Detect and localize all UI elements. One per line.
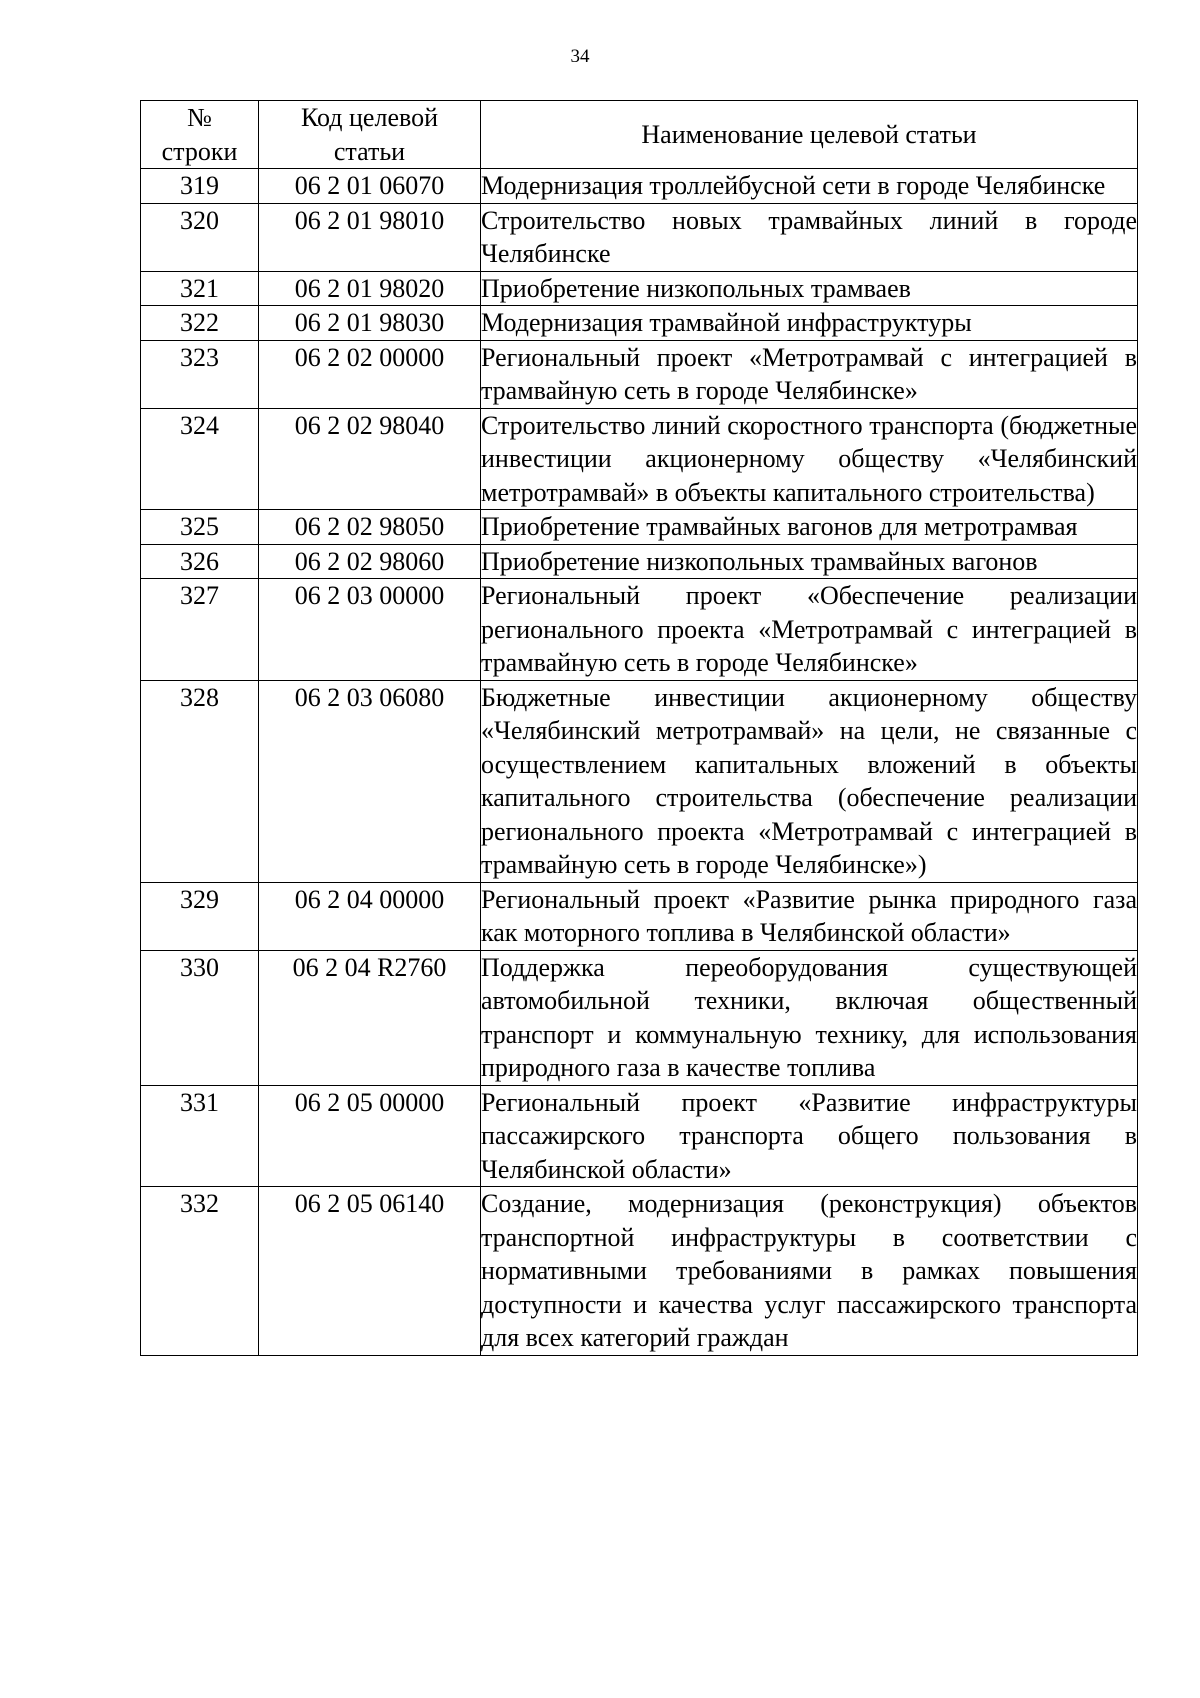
row-number: 329 bbox=[141, 882, 259, 950]
target-name: Приобретение низкопольных трамвайных вагонов bbox=[481, 544, 1138, 579]
table-row bbox=[141, 882, 1138, 950]
target-code: 06 2 04 00000 bbox=[259, 882, 481, 950]
row-number: 319 bbox=[141, 169, 259, 204]
target-code: 06 2 01 98030 bbox=[259, 306, 481, 341]
target-name: Региональный проект «Развитие рынка природного газа как моторного топлива в Челябинской области» bbox=[481, 882, 1138, 950]
target-code: 06 2 04 R2760 bbox=[259, 950, 481, 1085]
table-row bbox=[141, 1085, 1138, 1187]
header-row-number bbox=[141, 101, 259, 169]
table-row bbox=[141, 203, 1138, 271]
target-name: Региональный проект «Развитие инфраструктуры пассажирского транспорта общего пользования в Челябинской области» bbox=[481, 1085, 1138, 1187]
target-code: 06 2 05 06140 bbox=[259, 1187, 481, 1356]
target-name: Региональный проект «Обеспечение реализации регионального проекта «Метротрамвай с интеграцией в трамвайную сеть в городе Челябинске» bbox=[481, 579, 1138, 681]
target-code: 06 2 01 98010 bbox=[259, 203, 481, 271]
table-row bbox=[141, 306, 1138, 341]
row-number: 320 bbox=[141, 203, 259, 271]
target-code: 06 2 03 06080 bbox=[259, 680, 481, 882]
table-row bbox=[141, 544, 1138, 579]
target-code: 06 2 03 00000 bbox=[259, 579, 481, 681]
header-target-code bbox=[259, 101, 481, 169]
row-number: 332 bbox=[141, 1187, 259, 1356]
row-number: 322 bbox=[141, 306, 259, 341]
row-number: 331 bbox=[141, 1085, 259, 1187]
target-code: 06 2 05 00000 bbox=[259, 1085, 481, 1187]
row-number: 323 bbox=[141, 340, 259, 408]
table-row bbox=[141, 169, 1138, 204]
row-number: 324 bbox=[141, 408, 259, 510]
target-name: Региональный проект «Метротрамвай с интеграцией в трамвайную сеть в городе Челябинске» bbox=[481, 340, 1138, 408]
table-row bbox=[141, 950, 1138, 1085]
target-name: Строительство новых трамвайных линий в городе Челябинске bbox=[481, 203, 1138, 271]
table-row bbox=[141, 340, 1138, 408]
target-code: 06 2 01 06070 bbox=[259, 169, 481, 204]
target-name: Создание, модернизация (реконструкция) объектов транспортной инфраструктуры в соответствии с нормативными требованиями в рамках повышения доступности и качества услуг пассажирского транспорта для всех категорий граждан bbox=[481, 1187, 1138, 1356]
header-row-number-line2: строки bbox=[161, 136, 238, 166]
target-name: Приобретение низкопольных трамваев bbox=[481, 271, 1138, 306]
table-row bbox=[141, 1187, 1138, 1356]
target-name: Приобретение трамвайных вагонов для метротрамвая bbox=[481, 510, 1138, 545]
header-target-code-line2: статьи bbox=[333, 136, 406, 166]
target-name: Строительство линий скоростного транспорта (бюджетные инвестиции акционерному обществу «Челябинский метротрамвай» в объекты капитального строительства) bbox=[481, 408, 1138, 510]
target-items-table bbox=[140, 100, 1138, 1356]
table-row bbox=[141, 271, 1138, 306]
row-number: 325 bbox=[141, 510, 259, 545]
target-code: 06 2 02 98060 bbox=[259, 544, 481, 579]
target-name: Бюджетные инвестиции акционерному обществу «Челябинский метротрамвай» на цели, не связанные с осуществлением капитальных вложений в объекты капитального строительства (обеспечение реализации регионального проекта «Метротрамвай с интеграцией в трамвайную сеть в городе Челябинске») bbox=[481, 680, 1138, 882]
target-name: Модернизация троллейбусной сети в городе Челябинске bbox=[481, 169, 1138, 204]
header-target-code-line1: Код целевой bbox=[300, 103, 438, 132]
target-code: 06 2 02 98040 bbox=[259, 408, 481, 510]
row-number: 326 bbox=[141, 544, 259, 579]
table-row bbox=[141, 680, 1138, 882]
target-code: 06 2 01 98020 bbox=[259, 271, 481, 306]
target-name: Модернизация трамвайной инфраструктуры bbox=[481, 306, 1138, 341]
row-number: 321 bbox=[141, 271, 259, 306]
target-code: 06 2 02 00000 bbox=[259, 340, 481, 408]
header-target-name: Наименование целевой статьи bbox=[481, 101, 1138, 169]
table-row bbox=[141, 510, 1138, 545]
table-row bbox=[141, 408, 1138, 510]
page-number: 34 bbox=[570, 46, 590, 67]
row-number: 327 bbox=[141, 579, 259, 681]
row-number: 328 bbox=[141, 680, 259, 882]
row-number: 330 bbox=[141, 950, 259, 1085]
table-row bbox=[141, 579, 1138, 681]
header-row-number-line1: № bbox=[187, 103, 212, 132]
target-code: 06 2 02 98050 bbox=[259, 510, 481, 545]
table-header-row bbox=[141, 101, 1138, 169]
target-name: Поддержка переоборудования существующей автомобильной техники, включая общественный транспорт и коммунальную технику, для использования природного газа в качестве топлива bbox=[481, 950, 1138, 1085]
